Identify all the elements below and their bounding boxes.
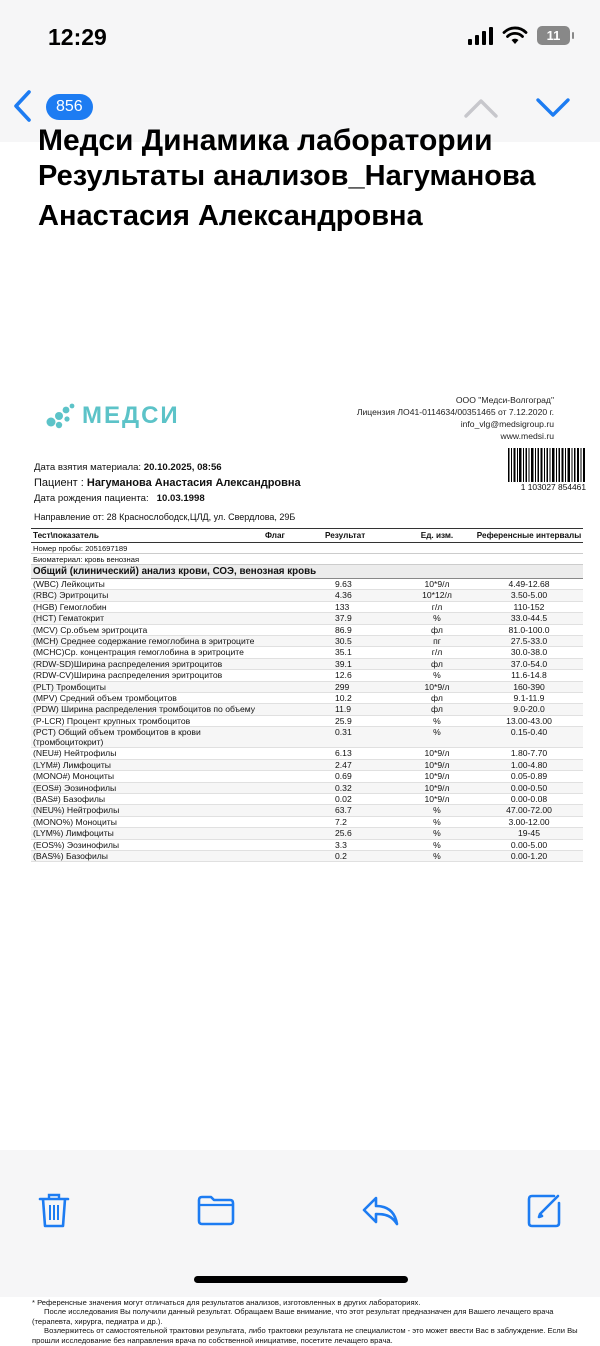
trash-icon[interactable] — [34, 1190, 74, 1230]
result-value: 12.6 — [335, 670, 352, 681]
result-flag — [265, 647, 325, 657]
result-test-name: (WBC) Лейкоциты — [33, 579, 105, 589]
result-flag — [265, 727, 325, 747]
result-flag — [265, 805, 325, 815]
header-flag: Флаг — [265, 531, 285, 540]
result-ref-range: 30.0-38.0 — [510, 647, 548, 658]
result-unit: % — [433, 816, 441, 827]
result-test-name: (MCHC)Ср. концентрация гемоглобина в эритроците — [33, 647, 244, 658]
result-unit: г/л — [431, 601, 443, 612]
result-flag — [265, 670, 325, 680]
result-row — [31, 693, 583, 704]
battery-icon: 11 — [537, 26, 570, 45]
result-test-name: (RBC) Эритроциты — [33, 590, 109, 601]
result-value: 2.47 — [335, 759, 352, 770]
message-subject: Результаты анализов_Нагуманова Анастасия Александровна — [38, 160, 536, 232]
result-value: 7.2 — [335, 816, 347, 827]
result-ref-range: 160-390 — [513, 681, 545, 692]
medsi-logo — [46, 402, 180, 430]
result-value: 0.31 — [335, 727, 352, 738]
lab-name: ООО "Медси-Волгоград" — [455, 395, 554, 405]
result-ref-range: 110-152 — [513, 601, 545, 612]
result-ref-range: 33.0-44.5 — [510, 613, 548, 624]
result-test-name: (EOS#) Эозинофилы — [33, 782, 117, 793]
results-table — [31, 528, 583, 862]
patient-dob: 10.03.1998 — [156, 493, 205, 504]
message-content — [0, 124, 600, 1345]
result-row — [31, 636, 583, 647]
result-value: 0.02 — [335, 794, 352, 805]
result-ref-range: 0.00-1.20 — [510, 851, 548, 861]
result-test-name: (LYM%) Лимфоциты — [33, 828, 114, 839]
result-ref-range: 0.15-0.40 — [510, 727, 548, 738]
result-flag — [265, 590, 325, 600]
collection-date-label: Дата взятия материала: — [34, 462, 142, 473]
result-unit: 10*9/л — [424, 771, 450, 782]
result-flag — [265, 783, 325, 793]
result-row — [31, 647, 583, 658]
mail-toolbar — [0, 1150, 600, 1297]
result-flag — [265, 693, 325, 703]
result-test-name: (PDW) Ширина распределения тромбоцитов по объему — [33, 704, 256, 715]
result-test-name: (MONO%) Моноциты — [33, 816, 117, 827]
result-row — [31, 783, 583, 794]
result-test-name: (NEU%) Нейтрофилы — [33, 805, 120, 816]
result-unit: % — [433, 851, 441, 861]
reply-icon[interactable] — [360, 1190, 400, 1230]
result-flag — [265, 682, 325, 692]
result-ref-range: 0.00-0.50 — [510, 782, 548, 793]
result-row — [31, 590, 583, 601]
result-test-name: (MCV) Ср.объем эритроцита — [33, 624, 148, 635]
result-row — [31, 579, 583, 590]
lab-site: www.medsi.ru — [500, 431, 554, 441]
result-row — [31, 682, 583, 693]
status-bar — [0, 0, 600, 70]
disclaimer-line-1: * Референсные значения могут отличаться для результатов анализов, изготовленных в других лабораториях. — [32, 1297, 421, 1307]
clipped-sender-title: Медси Динамика лаборатории — [38, 124, 493, 157]
biomaterial: Биоматериал: кровь венозная — [31, 554, 583, 565]
result-value: 4.36 — [335, 590, 352, 601]
result-ref-range: 4.49-12.68 — [508, 579, 550, 589]
result-value: 25.6 — [335, 828, 352, 839]
down-chevron-icon[interactable] — [534, 92, 572, 122]
result-flag — [265, 817, 325, 827]
dob-label: Дата рождения пациента: — [34, 493, 149, 504]
result-row — [31, 828, 583, 839]
result-ref-range: 13.00-43.00 — [506, 715, 552, 726]
up-chevron-icon[interactable] — [462, 92, 500, 122]
lab-license: Лицензия ЛО41-0114634/00351465 от 7.12.2020 г. — [356, 407, 554, 417]
result-test-name: (NEU#) Нейтрофилы — [33, 748, 117, 759]
result-unit: 10*9/л — [424, 579, 450, 589]
result-unit: % — [433, 670, 441, 681]
result-unit: фл — [431, 704, 443, 715]
result-value: 3.3 — [335, 839, 347, 850]
result-flag — [265, 748, 325, 758]
result-value: 9.63 — [335, 579, 352, 589]
wifi-icon — [503, 27, 527, 45]
result-test-name: (MCH) Среднее содержание гемоглобина в эритроците — [33, 635, 255, 646]
result-ref-range: 1.80-7.70 — [510, 748, 548, 759]
header-result: Результат — [325, 531, 366, 540]
result-row — [31, 851, 583, 862]
result-flag — [265, 716, 325, 726]
result-test-name: (P-LCR) Процент крупных тромбоцитов — [33, 715, 191, 726]
result-test-name: (LYM#) Лимфоциты — [33, 759, 111, 770]
signal-icon — [468, 27, 493, 45]
result-unit: % — [433, 613, 441, 624]
patient-name: Нагуманова Анастасия Александровна — [86, 476, 301, 489]
result-unit: % — [433, 839, 441, 850]
result-unit: фл — [431, 692, 443, 703]
header-unit: Ед. изм. — [420, 531, 454, 540]
result-unit: 10*9/л — [424, 794, 450, 805]
result-flag — [265, 828, 325, 838]
result-value: 0.32 — [335, 782, 352, 793]
result-ref-range: 1.00-4.80 — [510, 759, 548, 770]
result-test-name: (HGB) Гемоглобин — [33, 601, 107, 612]
result-row — [31, 840, 583, 851]
result-ref-range: 0.00-5.00 — [510, 839, 548, 850]
status-icons — [468, 26, 570, 45]
result-row — [31, 704, 583, 715]
collection-date: 20.10.2025, 08:56 — [143, 462, 222, 473]
folder-icon[interactable] — [196, 1190, 236, 1230]
result-ref-range: 47.00-72.00 — [506, 805, 552, 816]
result-flag — [265, 602, 325, 612]
result-value: 299 — [335, 681, 350, 692]
result-value: 35.1 — [335, 647, 352, 658]
result-unit: 10*12/л — [422, 590, 452, 601]
result-test-name: (RDW-CV)Ширина распределения эритроцитов — [33, 670, 223, 681]
result-unit: фл — [431, 658, 443, 669]
result-value: 25.9 — [335, 715, 352, 726]
barcode-number: 1 103027 854461 — [520, 482, 586, 492]
result-ref-range: 19-45 — [518, 828, 540, 839]
result-test-name: (BAS%) Базофилы — [33, 851, 108, 861]
result-ref-range: 3.00-12.00 — [508, 816, 550, 827]
result-ref-range: 11.6-14.8 — [511, 670, 547, 681]
result-value: 10.2 — [335, 692, 352, 703]
result-value: 11.9 — [335, 704, 352, 715]
result-rows — [31, 579, 583, 862]
result-value: 30.5 — [335, 635, 352, 646]
result-row — [31, 602, 583, 613]
result-row — [31, 716, 583, 727]
home-indicator[interactable] — [194, 1276, 408, 1283]
result-flag — [265, 579, 325, 589]
result-flag — [265, 794, 325, 804]
unread-count-badge[interactable]: 856 — [46, 94, 93, 120]
result-row — [31, 794, 583, 805]
result-flag — [265, 771, 325, 781]
result-ref-range: 27.5-33.0 — [510, 635, 548, 646]
result-flag — [265, 613, 325, 623]
disclaimer-line-3: Возлержитесь от самостоятельной трактовки результата, либо трактовки результата не специалистом - это может ввести Вас в заблуждение. Если Вы прошли исследование без направления врача по собственной инициативе, посетите лечащего врача. — [32, 1326, 578, 1345]
result-unit: % — [433, 805, 441, 816]
result-ref-range: 9.0-20.0 — [513, 704, 545, 715]
result-unit: 10*9/л — [424, 748, 450, 759]
back-chevron-icon[interactable] — [10, 88, 36, 124]
result-unit: 10*9/л — [424, 782, 450, 793]
barcode — [508, 448, 586, 482]
result-unit: % — [433, 828, 441, 839]
result-row — [31, 771, 583, 782]
lab-info — [357, 394, 554, 442]
result-flag — [265, 636, 325, 646]
result-ref-range: 0.05-0.89 — [510, 771, 548, 782]
result-row — [31, 727, 583, 748]
sample-number: Номер пробы: 2051697189 — [31, 543, 583, 554]
result-test-name: (MPV) Средний объем тромбоцитов — [33, 692, 177, 703]
result-value: 0.69 — [335, 771, 352, 782]
result-ref-range: 3.50-5.00 — [510, 590, 548, 601]
result-row — [31, 805, 583, 816]
referral-direction: Направление от: 28 Краснослободск,ЦЛД, ул. Свердлова, 29Б — [34, 512, 296, 522]
result-flag — [265, 840, 325, 850]
result-flag — [265, 625, 325, 635]
result-row — [31, 659, 583, 670]
lab-email: info_vlg@medsigroup.ru — [460, 419, 554, 429]
medsi-logo-icon — [46, 403, 76, 429]
disclaimer-line-2: После исследования Вы получили данный результат. Обращаем Ваше внимание, что этот результат предназначен для Вашего лечащего врача (терапевта, хирурга, педиатра и др.). — [32, 1307, 554, 1326]
result-test-name: (PLT) Тромбоциты — [33, 681, 106, 692]
header-test: Тест\показатель — [33, 531, 99, 540]
result-ref-range: 9.1-11.9 — [513, 692, 545, 703]
header-ref: Референсные интервалы — [476, 531, 582, 540]
result-row — [31, 817, 583, 828]
result-test-name: (EOS%) Эозинофилы — [33, 839, 120, 850]
patient-label: Пациент : — [34, 476, 84, 489]
result-value: 0.2 — [335, 851, 347, 861]
table-header — [31, 529, 583, 543]
result-test-name: (MONO#) Моноциты — [33, 771, 115, 782]
result-value: 39.1 — [335, 658, 352, 669]
result-value: 133 — [335, 601, 350, 612]
patient-meta — [34, 460, 301, 507]
result-row — [31, 670, 583, 681]
result-ref-range: 37.0-54.0 — [510, 658, 548, 669]
result-unit: 10*9/л — [424, 681, 450, 692]
result-unit: фл — [431, 624, 443, 635]
result-test-name: (RDW-SD)Ширина распределения эритроцитов — [33, 658, 223, 669]
result-value: 6.13 — [335, 748, 352, 759]
result-flag — [265, 760, 325, 770]
compose-icon[interactable] — [524, 1190, 564, 1230]
result-row — [31, 748, 583, 759]
result-flag — [265, 659, 325, 669]
result-test-name: (BAS#) Базофилы — [33, 794, 106, 805]
result-test-name: (HCT) Гематокрит — [33, 613, 105, 624]
result-unit: пг — [433, 635, 441, 646]
result-ref-range: 81.0-100.0 — [508, 624, 550, 635]
result-ref-range: 0.00-0.08 — [510, 794, 548, 805]
result-value: 37.9 — [335, 613, 352, 624]
result-value: 86.9 — [335, 624, 352, 635]
result-unit: % — [433, 715, 441, 726]
result-value: 63.7 — [335, 805, 352, 816]
result-row — [31, 625, 583, 636]
status-time: 12:29 — [48, 24, 107, 50]
result-unit: г/л — [431, 647, 443, 658]
medsi-logo-text: МЕДСИ — [82, 402, 180, 429]
result-row — [31, 613, 583, 624]
result-flag — [265, 704, 325, 714]
result-test-name: (PCT) Общий объем тромбоцитов в крови (тромбоцитокрит) — [33, 727, 201, 748]
result-flag — [265, 851, 325, 861]
result-unit: % — [433, 727, 441, 738]
section-title: Общий (клинический) анализ крови, СОЭ, венозная кровь — [31, 565, 583, 579]
result-row — [31, 760, 583, 771]
result-unit: 10*9/л — [424, 759, 450, 770]
